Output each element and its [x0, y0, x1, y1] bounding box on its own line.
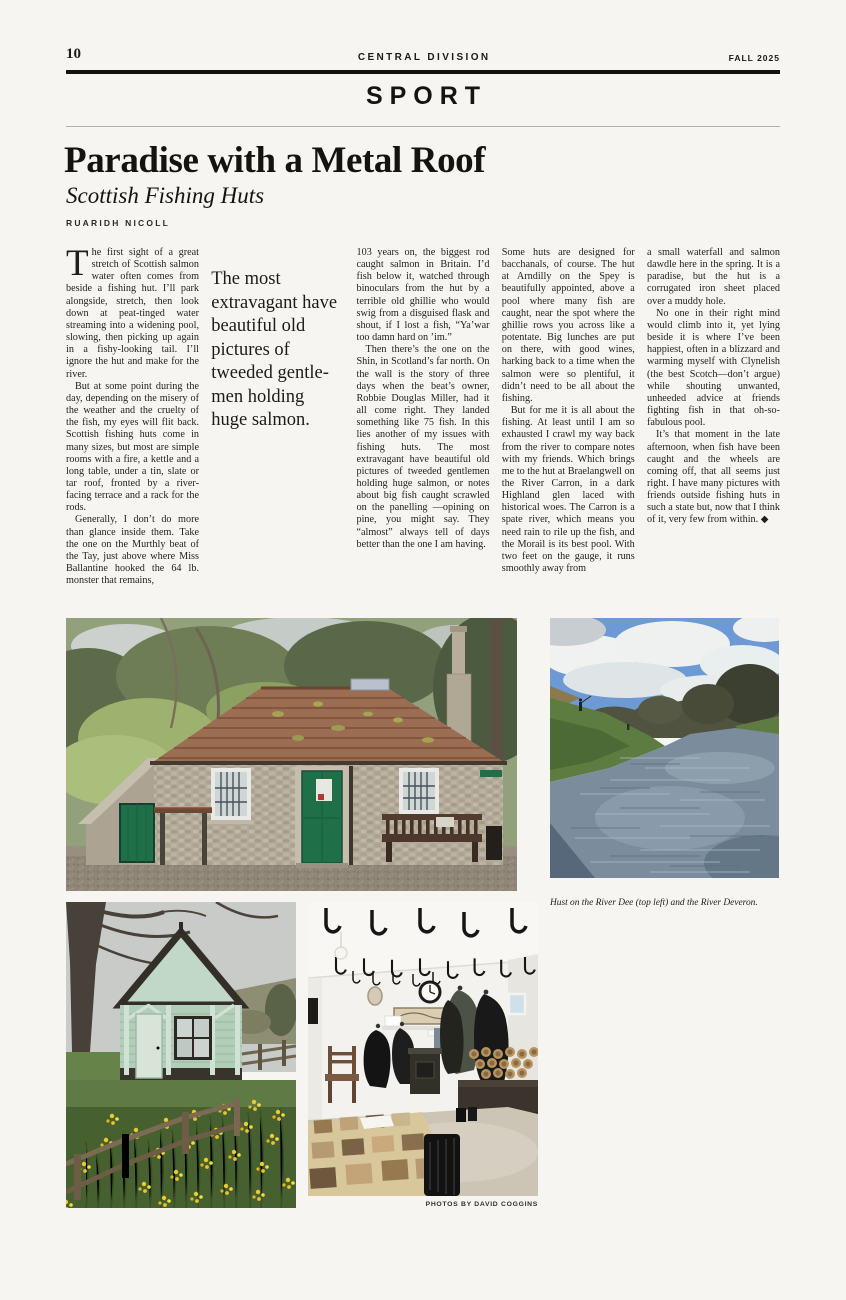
- photo-hut-interior: [308, 902, 538, 1196]
- section-title: SPORT: [365, 82, 488, 110]
- photo-stone-hut: [66, 618, 517, 891]
- paragraph: No one in their right mind would climb into it, yet lying beside it is where I’ve been happiest, often in a blizzard and warming myself with Clynelish (the best Scotch—don’t argue) while shouting unwanted, unheeded advice at friends fighting fish in that oh-so-fabulous pool.: [647, 307, 780, 429]
- paragraph: But for me it is all about the fishing. At least until I am so exhausted I crawl my way back from the river to compare notes with my friends. Which brings me to the hut at Braelangwell on the River Carron, in a dark Highland glen laced with historical woes. The Carron is a spate river, which means you need rain to rile up the fish, and the Morail is its best pool. With two feet on the gauge, it runs smoothly away from: [501, 405, 635, 575]
- photo-caption: Hust on the River Dee (top left) and the River Deveron.: [550, 898, 758, 908]
- paragraph: 103 years on, the biggest rod caught salmon in Britain. I’d fish below it, watched through binoculars from the hut by a terrible old ghillie who would swig from a disguised flask and shout, if I lost a fish, “Ya’war too damn hard on ’im.”: [356, 247, 490, 344]
- section-rule: [66, 126, 780, 127]
- photo-river: [550, 618, 779, 878]
- pull-quote: The most extravagant have beautiful old pictures of tweeded gentlemen holding huge salmon.: [211, 269, 338, 430]
- paragraph: The first sight of a great stretch of Scottish salmon water often comes from beside a fishing hut. I’ll park alongside, stretch, then look down at peat-tinged water streaming into a widening pool, slowing, then picking up again in a fishy-looking tail. I’ll ignore the hut and make for the river.: [66, 247, 199, 380]
- paragraph: But at some point during the day, depending on the misery of the weather and the cruelty of the fish, my eyes will flit back. Scottish fishing huts come in many sizes, but most are simple rooms with a fire, a kettle and a long table, under a tin, slate or tar roof, fronted by a river-facing terrace and a rack for the rods.: [66, 380, 199, 514]
- paragraph: Generally, I don’t do more than glance inside them. Take the one on the Murthly beat of the Tay, just above where Miss Ballantine hooked the 64 lb. monster that remains,: [66, 514, 199, 587]
- paragraph: It’s that moment in the late afternoon, when fish have been caught and the wheels are coming off, that all seems just right. I have many pictures with friends outside fishing huts in such a state but, now that I think of it, very few from within. ◆: [647, 429, 780, 526]
- masthead-rule: [66, 70, 780, 74]
- body-column-3: [502, 247, 635, 615]
- photo-daffodil-hut: [66, 902, 296, 1208]
- body-column-4: [647, 247, 780, 615]
- body-column-1: [66, 247, 199, 615]
- article-subtitle: Scottish Fishing Huts: [66, 183, 265, 208]
- article-title: Paradise with a Metal Roof: [64, 140, 486, 181]
- photo-credit: PHOTOS BY DAVID COGGINS: [425, 1201, 538, 1208]
- masthead: [66, 46, 780, 63]
- article-body: [66, 247, 780, 615]
- pull-quote-column: [211, 247, 344, 615]
- page-number: 10: [66, 46, 81, 62]
- issue-date: FALL 2025: [728, 53, 780, 63]
- paragraph: Some huts are designed for bacchanals, of course. The hut at Arndilly on the Spey is beautifully appointed, above a pool where many fish are caught, near the spot where the ghillie rows you across like a potentate. Big lunches are put on there, with good wines, harking back to a time when the salmon were so plentiful, it didn’t need to be all about the fishing.: [501, 247, 635, 404]
- paragraph: Then there’s the one on the Shin, in Scotland’s far north. On the wall is the story of three days when the beat’s owner, Robbie Douglas Miller, had it all come right. They landed something like 75 fish. In this lies another of my issues with fishing huts. The most extravagant have beautiful old pictures of tweeded gentlemen holding huge salmon, or notes about big fish caught scrawled on the panelling —opining on pine, you might say. They “almost” always tell of days better than the one I am having.: [356, 344, 490, 550]
- article-byline: RUARIDH NICOLL: [66, 218, 170, 228]
- paragraph: a small waterfall and salmon dawdle here in the spring. It is a paradise, but the hut is a corrugated iron sheet placed over a muddy hole.: [647, 247, 780, 307]
- publication-name: CENTRAL DIVISION: [357, 52, 491, 63]
- body-column-2: [357, 247, 490, 615]
- drop-cap: T: [66, 247, 89, 284]
